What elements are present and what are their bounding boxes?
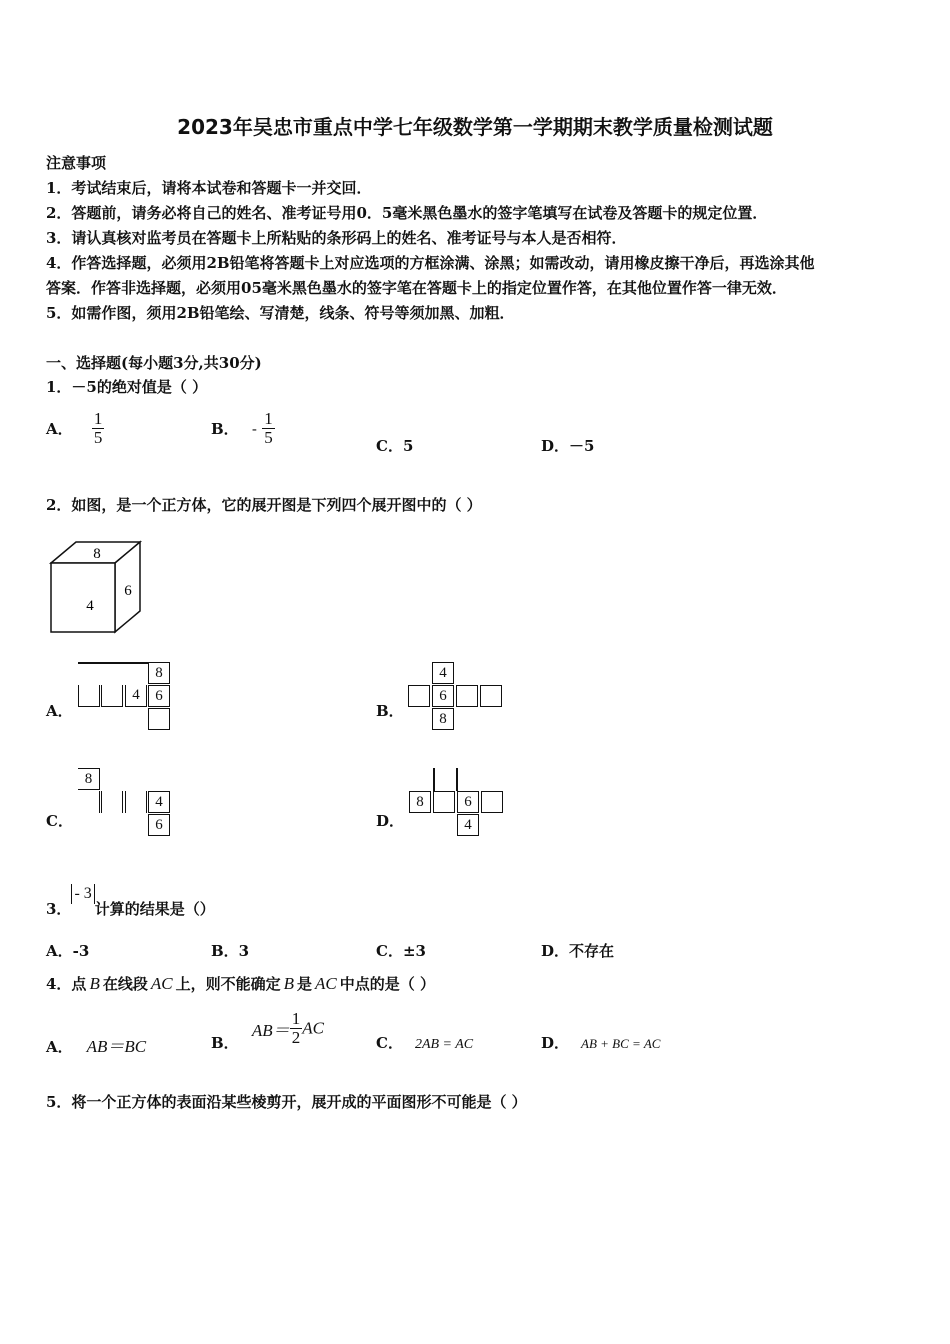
net-top-edge: [78, 662, 148, 664]
section-heading: 一、选择题(每小题3分,共30分): [46, 354, 262, 372]
notes-heading: 注意事项: [46, 154, 107, 172]
net-cell: 6: [432, 685, 454, 707]
q4-text: 上，则不能确定: [175, 975, 281, 993]
q3-stem: [46, 884, 215, 919]
net-cell: 8: [148, 662, 170, 684]
fraction-numerator: 1: [291, 1009, 301, 1028]
equation: 2AB = AC: [414, 1037, 474, 1052]
equation-right: AC: [302, 1018, 324, 1038]
q2-option-a-label[interactable]: A．: [46, 702, 73, 720]
fraction: [92, 410, 105, 447]
fraction-denominator: 2: [291, 1028, 301, 1047]
q2-stem: 2．如图，是一个正方体，它的展开图是下列四个展开图中的（ ）: [46, 496, 482, 514]
net-cell: [480, 685, 502, 707]
note-item-4: 4．作答选择题，必须用2B铅笔将答题卡上对应选项的方框涂满、涂黑；如需改动，请用橡皮擦干净后，再选涂其他: [46, 254, 815, 272]
net-cell: 8: [409, 791, 431, 813]
q3-number: 3．: [46, 900, 72, 918]
net-cell: 4: [457, 814, 479, 836]
equation: AB + BC = AC: [581, 1036, 661, 1051]
q1-stem: 1．－5的绝对值是（ ）: [46, 378, 208, 396]
net-cell: [433, 791, 455, 813]
net-cell: [408, 685, 430, 707]
variable-ac: AC: [315, 974, 337, 993]
note-item-4-cont: 答案．作答非选择题，必须用05毫米黑色墨水的签字笔在答题卡上的指定位置作答，在其他位置作答一律无效．: [46, 279, 787, 297]
minus-sign: -: [251, 419, 257, 438]
option-label: C．: [376, 1034, 403, 1052]
net-cell: [456, 685, 478, 707]
fraction-numerator: 1: [264, 409, 273, 428]
net-cell: 6: [148, 685, 170, 707]
variable-b: B: [283, 974, 294, 993]
q1-option-c[interactable]: C．5: [376, 437, 414, 455]
q4-stem: [46, 973, 435, 994]
net-cell: 8: [78, 768, 100, 790]
q2-option-c-label[interactable]: C．: [46, 812, 73, 830]
equation: AB＝BC: [86, 1037, 147, 1056]
net-cell: 4: [148, 791, 170, 813]
option-label: B．: [211, 420, 239, 438]
q4-text: 中点的是（ ）: [339, 975, 435, 993]
cube-top-number: 8: [93, 546, 101, 562]
q3-option-c[interactable]: C．±3: [376, 942, 426, 960]
net-cell: 4: [432, 662, 454, 684]
q3-option-a[interactable]: A．-3: [46, 942, 90, 960]
fraction-denominator: 5: [264, 428, 273, 447]
net-edge: [456, 768, 458, 791]
option-label: B．: [211, 1034, 239, 1052]
q2-option-b-label[interactable]: B．: [376, 702, 404, 720]
q2-option-d-label[interactable]: D．: [376, 812, 405, 830]
cube-side-number: 6: [124, 583, 132, 599]
fraction: [290, 1010, 303, 1047]
cube-front-face: [51, 563, 115, 632]
q3-text: 计算的结果是（）: [94, 900, 215, 918]
net-cell: 6: [148, 814, 170, 836]
q4-option-b[interactable]: [211, 1010, 324, 1053]
net-cell: [101, 791, 123, 813]
option-label: D．: [541, 1034, 570, 1052]
net-cell: [148, 708, 170, 730]
variable-ac: AC: [150, 974, 173, 993]
option-label: A．: [46, 420, 73, 438]
q1-option-a[interactable]: [46, 410, 104, 447]
q4-option-d[interactable]: [541, 1032, 660, 1053]
variable-b: B: [89, 974, 100, 993]
absolute-value-expression: - 3: [71, 884, 94, 904]
page-title: 2023年吴忠市重点中学七年级数学第一学期期末教学质量检测试题: [177, 115, 773, 139]
q3-option-d[interactable]: D．不存在: [541, 942, 615, 960]
cube-figure: [48, 540, 144, 636]
net-cell: 8: [432, 708, 454, 730]
q4-text: 在线段: [102, 975, 148, 993]
net-cell: 6: [457, 791, 479, 813]
equation-left: AB＝: [251, 1021, 290, 1040]
fraction-denominator: 5: [93, 428, 103, 447]
q4-option-c[interactable]: [376, 1032, 473, 1053]
note-item-5: 5．如需作图，须用2B铅笔绘、写清楚，线条、符号等须加黑、加粗．: [46, 304, 515, 322]
net-cell: [78, 791, 100, 813]
note-item-1: 1．考试结束后，请将本试卷和答题卡一并交回．: [46, 179, 372, 197]
fraction-numerator: 1: [93, 409, 103, 428]
net-cell: [101, 685, 123, 707]
net-edge: [433, 768, 435, 791]
q5-stem: 5．将一个正方体的表面沿某些棱剪开，展开成的平面图形不可能是（ ）: [46, 1093, 527, 1111]
q4-option-a[interactable]: [46, 1032, 146, 1057]
net-cell: [78, 685, 100, 707]
q4-text: 4．点: [46, 975, 87, 993]
q3-option-b[interactable]: B．3: [211, 942, 250, 960]
q1-option-d[interactable]: D．－5: [541, 437, 595, 455]
net-cell: 4: [125, 685, 147, 707]
option-label: A．: [46, 1038, 73, 1056]
q1-option-b[interactable]: [211, 410, 275, 447]
net-cell: [481, 791, 503, 813]
fraction: [262, 410, 275, 447]
note-item-3: 3．请认真核对监考员在答题卡上所粘贴的条形码上的姓名、准考证号与本人是否相符．: [46, 229, 627, 247]
note-item-2: 2．答题前，请务必将自己的姓名、准考证号用0．5毫米黑色墨水的签字笔填写在试卷及答题卡的规定位置．: [46, 204, 768, 222]
cube-front-number: 4: [86, 598, 94, 614]
q4-text: 是: [296, 975, 312, 993]
net-cell: [125, 791, 147, 813]
